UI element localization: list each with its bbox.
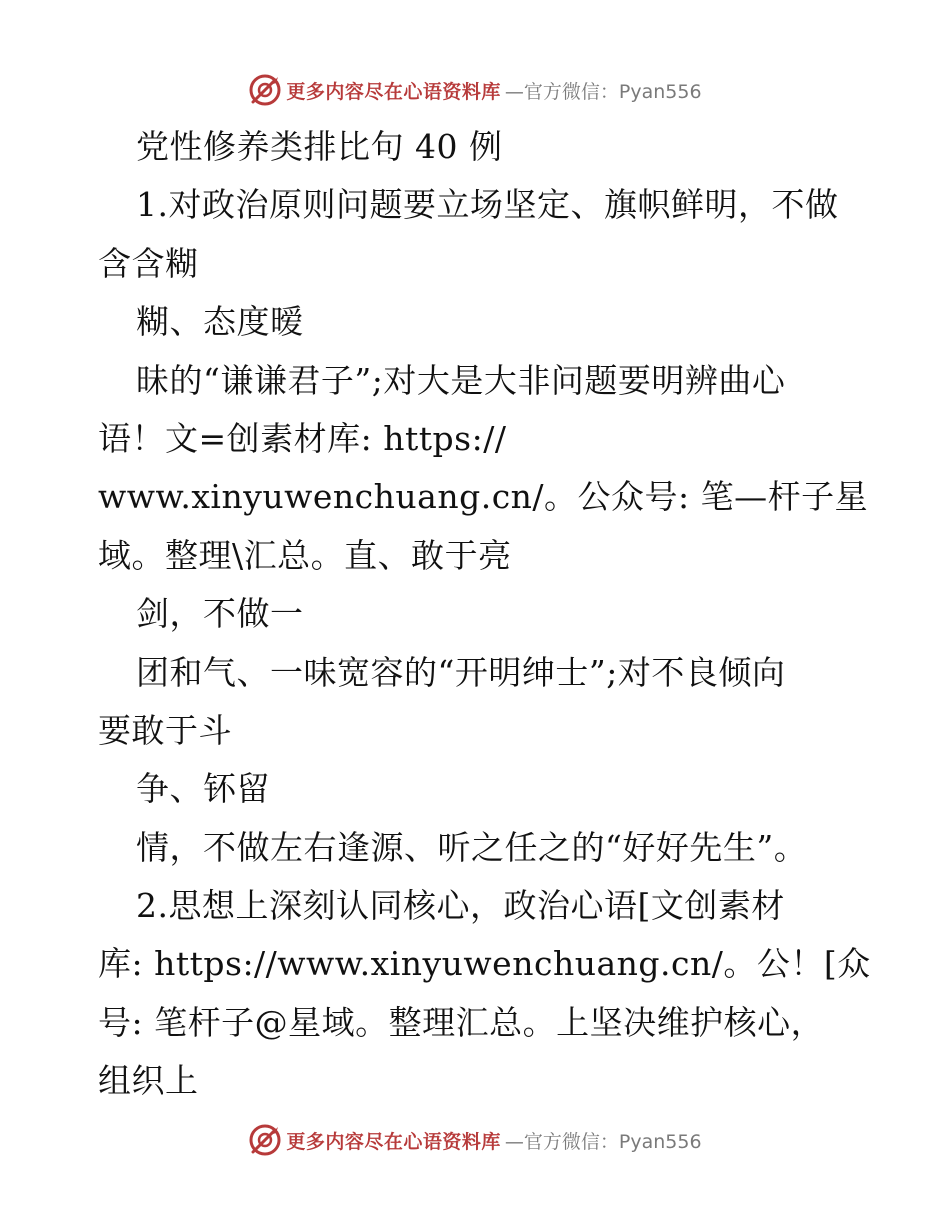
pen-logo-icon bbox=[248, 1123, 282, 1157]
text-line: www.xinyuwenchuang.cn/。公众号: 笔—杆子星 bbox=[98, 477, 869, 517]
banner-wechat: —官方微信：Pyan556 bbox=[504, 80, 702, 103]
text-line: 库: https://www.xinyuwenchuang.cn/。公！[众 bbox=[98, 944, 871, 984]
text-line: 情，不做左右逢源、听之任之的“好好先生”。 bbox=[136, 827, 808, 867]
banner-title: 更多内容尽在心语资料库 bbox=[286, 80, 501, 103]
footer-banner bbox=[0, 1120, 950, 1160]
text-line: 域。整理\汇总。直、敢于亮 bbox=[98, 535, 512, 575]
header-banner bbox=[0, 70, 950, 110]
text-line: 党性修养类排比句 40 例 bbox=[136, 127, 503, 166]
text-line: 语！文=创素材库: https:// bbox=[98, 418, 507, 458]
pen-logo-icon bbox=[248, 73, 282, 107]
text-line: 号: 笔杆子@星域。整理汇总。上坚决维护核心， bbox=[98, 1002, 825, 1042]
text-line: 争、钚留 bbox=[136, 769, 270, 809]
text-line: 团和气、一味宽容的“开明绅士”;对不良倾向 bbox=[136, 652, 786, 692]
text-line: 2.思想上深刻认同核心，政治心语[文创素材 bbox=[136, 886, 785, 926]
text-line: 昧的“谦谦君子”;对大是大非问题要明辨曲心 bbox=[136, 360, 786, 400]
text-line: 糊、态度暧 bbox=[136, 302, 304, 342]
text-line: 要敢于斗 bbox=[98, 710, 232, 750]
banner-wechat: —官方微信：Pyan556 bbox=[504, 1130, 702, 1153]
text-line: 组织上 bbox=[98, 1061, 199, 1101]
text-line: 剑，不做一 bbox=[136, 594, 304, 634]
text-line: 含含糊 bbox=[98, 243, 199, 283]
text-line: 1.对政治原则问题要立场坚定、旗帜鲜明，不做 bbox=[136, 185, 839, 225]
document-body bbox=[98, 118, 888, 1111]
banner-title: 更多内容尽在心语资料库 bbox=[286, 1130, 501, 1153]
